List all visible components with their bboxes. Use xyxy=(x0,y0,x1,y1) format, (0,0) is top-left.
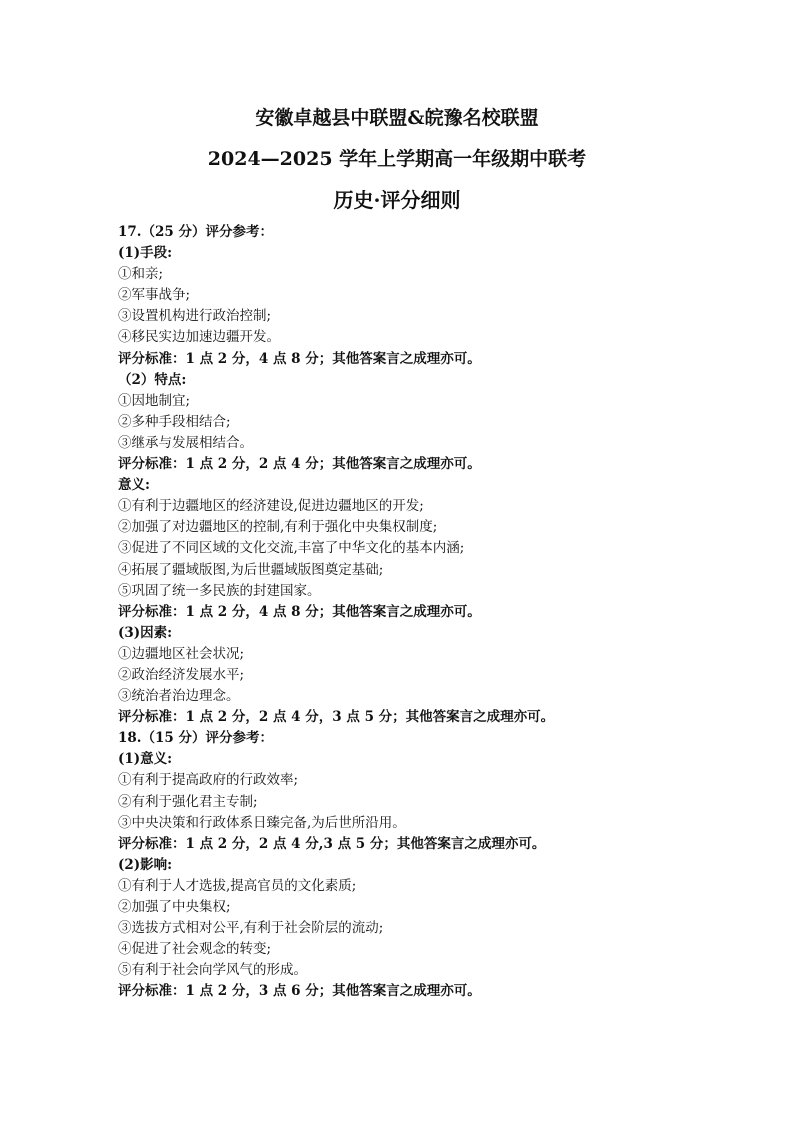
q17-part3-item: ②政治经济发展水平; xyxy=(118,666,245,683)
q18-part2-item: ⑤有利于社会向学风气的形成。 xyxy=(118,962,307,979)
q18-part2-item: ③选拔方式相对公平,有利于社会阶层的流动; xyxy=(118,920,384,937)
q17-part1-scoring: 评分标准：1 点 2 分，4 点 8 分；其他答案言之成理亦可。 xyxy=(118,350,481,367)
q17-significance-item: ②加强了对边疆地区的控制,有利于强化中央集权制度; xyxy=(118,519,438,536)
q17-part3-scoring: 评分标准：1 点 2 分，2 点 4 分，3 点 5 分；其他答案言之成理亦可。 xyxy=(118,709,555,726)
document-body xyxy=(118,222,758,1002)
header-title-line3: 历史·评分细则 xyxy=(333,188,461,212)
q17-part1-heading: (1)手段: xyxy=(118,245,173,262)
q17-part2-item: ②多种手段相结合; xyxy=(118,413,231,430)
q18-part2-item: ①有利于人才选拔,提高官员的文化素质; xyxy=(118,877,357,894)
q18-part1-item: ②有利于强化君主专制; xyxy=(118,793,258,810)
q18-part2-item: ④促进了社会观念的转变; xyxy=(118,941,272,958)
q17-part1-item: ①和亲; xyxy=(118,266,164,283)
q17-significance-item: ④拓展了疆域版图,为后世疆域版图奠定基础; xyxy=(118,561,384,578)
header-title-line1: 安徽卓越县中联盟&皖豫名校联盟 xyxy=(255,107,539,129)
q17-significance-item: ③促进了不同区域的文化交流,丰富了中华文化的基本内涵; xyxy=(118,540,465,557)
q18-part1-scoring: 评分标准：1 点 2 分，2 点 4 分,3 点 5 分；其他答案言之成理亦可。 xyxy=(118,835,546,852)
q17-part2-heading: （2）特点: xyxy=(118,371,187,388)
q17-part2-item: ③继承与发展相结合。 xyxy=(118,434,253,451)
header-title-line2: 2024—2025 学年上学期高一年级期中联考 xyxy=(207,148,587,170)
q17-significance-heading: 意义: xyxy=(118,477,150,494)
q18-title: 18.（15 分）评分参考： xyxy=(118,730,273,747)
q18-part1-heading: (1)意义: xyxy=(118,751,173,768)
q17-part2-scoring: 评分标准：1 点 2 分，2 点 4 分；其他答案言之成理亦可。 xyxy=(118,456,481,473)
q17-significance-item: ⑤巩固了统一多民族的封建国家。 xyxy=(118,582,321,599)
q17-part3-item: ①边疆地区社会状况; xyxy=(118,645,245,662)
q18-part2-scoring: 评分标准：1 点 2 分，3 点 6 分；其他答案言之成理亦可。 xyxy=(118,983,481,1000)
q18-part1-item: ③中央决策和行政体系日臻完备,为后世所沿用。 xyxy=(118,814,406,831)
q17-significance-item: ①有利于边疆地区的经济建设,促进边疆地区的开发; xyxy=(118,498,424,515)
q17-part1-item: ④移民实边加速边疆开发。 xyxy=(118,329,280,346)
q18-part2-heading: (2)影响: xyxy=(118,856,173,873)
q17-part3-item: ③统治者治边理念。 xyxy=(118,688,240,705)
q18-part2-item: ②加强了中央集权; xyxy=(118,899,231,915)
q17-part2-item: ①因地制宜; xyxy=(118,392,191,409)
q17-part3-heading: (3)因素: xyxy=(118,624,173,641)
q18-part1-item: ①有利于提高政府的行政效率; xyxy=(118,772,299,789)
q17-part1-item: ③设置机构进行政治控制; xyxy=(118,308,272,325)
q17-significance-scoring: 评分标准：1 点 2 分，4 点 8 分；其他答案言之成理亦可。 xyxy=(118,603,481,620)
q17-part1-item: ②军事战争; xyxy=(118,287,191,304)
q17-title: 17.（25 分）评分参考： xyxy=(118,224,273,240)
